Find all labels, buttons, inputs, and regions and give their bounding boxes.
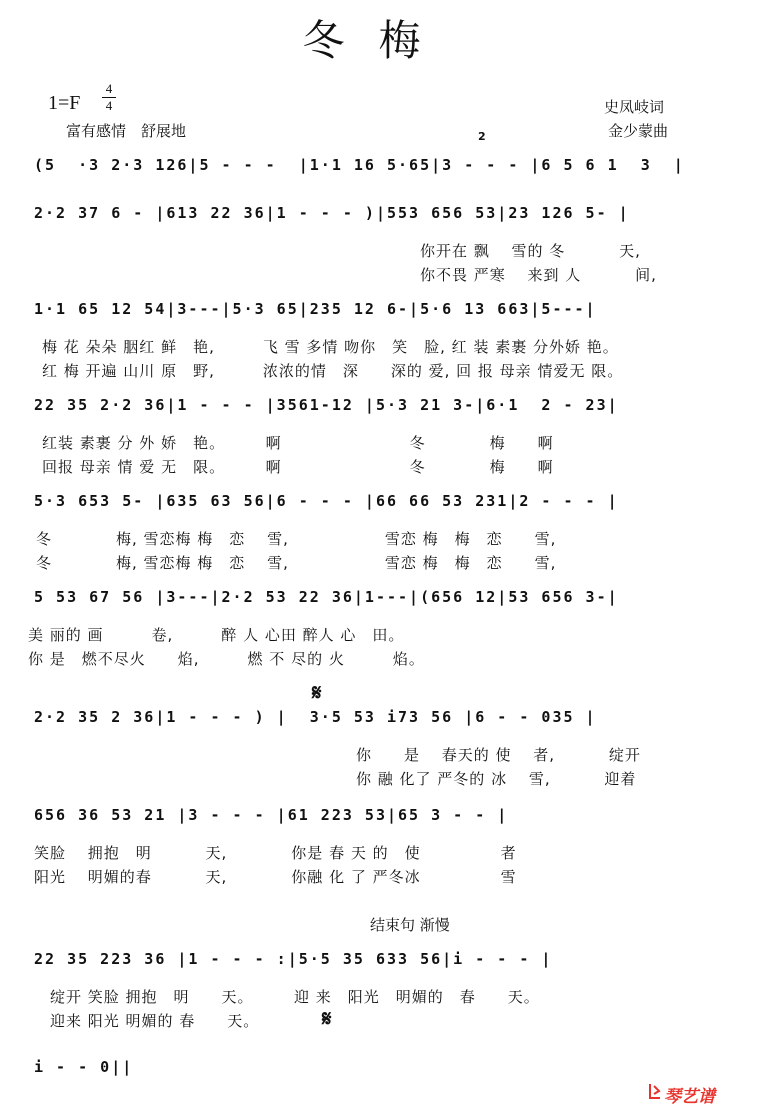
lyric-line: 冬 梅, 雪恋梅 梅 恋 雪, 雪恋 梅 梅 恋 雪, [36, 530, 557, 548]
ending-annotation: 结束句 渐慢 [370, 916, 450, 934]
composer-credit: 金少蒙曲 [608, 122, 669, 140]
notation-row-9: 22 35 223 36 |1 - - - :|5·5 35 633 56|i - - - | [34, 950, 553, 968]
lyricist-credit: 史凤岐词 [604, 98, 665, 116]
lyric-line: 你不畏 严寒 来到 人 间, [420, 266, 657, 284]
time-signature [102, 82, 116, 113]
key-signature: 1=F [48, 92, 81, 114]
lyric-line: 冬 梅, 雪恋梅 梅 恋 雪, 雪恋 梅 梅 恋 雪, [36, 554, 557, 572]
breath-mark: 2 [478, 130, 486, 143]
watermark-logo-icon [648, 1082, 662, 1100]
lyric-line: 红装 素裹 分 外 娇 艳。 啊 冬 梅 啊 [42, 434, 554, 452]
notation-row-5: 5·3 653 5- |635 63 56|6 - - - |66 66 53 231|2 - - - | [34, 492, 619, 510]
page-title: 冬梅 [302, 16, 455, 65]
notation-row-6: 5 53 67 56 |3---|2·2 53 22 36|1---|(656 12|53 656 3-| [34, 588, 619, 606]
lyric-line: 梅 花 朵朵 胭红 鲜 艳, 飞 雪 多情 吻你 笑 脸, 红 装 素裹 分外娇 艳。 [42, 338, 619, 356]
lyric-line: 你 是 燃不尽火 焰, 燃 不 尽的 火 焰。 [28, 650, 425, 668]
lyric-line: 红 梅 开遍 山川 原 野, 浓浓的情 深 深的 爱, 回 报 母亲 情爱无 限。 [42, 362, 624, 380]
notation-row-3: 1·1 65 12 54|3---|5·3 65|235 12 6-|5·6 13 663|5---| [34, 300, 597, 318]
lyric-line: 你 融 化了 严冬的 冰 雪, 迎着 [356, 770, 637, 788]
lyric-line: 迎来 阳光 明媚的 春 天。 [50, 1012, 260, 1030]
lyric-line: 绽开 笑脸 拥抱 明 天。 迎 来 阳光 明媚的 春 天。 [50, 988, 540, 1006]
lyric-line: 回报 母亲 情 爱 无 限。 啊 冬 梅 啊 [42, 458, 554, 476]
meter-top: 4 [105, 81, 113, 96]
lyric-line: 你开在 飘 雪的 冬 天, [420, 242, 641, 260]
lyric-line: 美 丽的 画 卷, 醉 人 心田 醉人 心 田。 [28, 626, 405, 644]
notation-row-4: 22 35 2·2 36|1 - - - |3561-12 |5·3 21 3-|6·1 2 - 23| [34, 396, 619, 414]
segno-sign: 𝄋 [322, 1006, 332, 1032]
notation-row-7: 2·2 35 2 36|1 - - - ) | 3·5 53 i73 56 |6 - - 035 | [34, 708, 597, 726]
segno-sign: 𝄋 [312, 680, 322, 706]
lyric-line: 你 是 春天的 使 者, 绽开 [356, 746, 641, 764]
watermark-text: 琴艺谱 [664, 1087, 715, 1107]
notation-row-10: i - - 0|| [34, 1058, 134, 1076]
lyric-line: 阳光 明媚的春 天, 你融 化 了 严冬冰 雪 [34, 868, 517, 886]
tempo-marking: 富有感情 舒展地 [66, 122, 187, 140]
lyric-line: 笑脸 拥抱 明 天, 你是 春 天 的 使 者 [34, 844, 517, 862]
meter-bottom: 4 [105, 98, 113, 113]
notation-row-2: 2·2 37 6 - |613 22 36|1 - - - )|553 656 53|23 126 5- | [34, 204, 630, 222]
notation-row-8: 656 36 53 21 |3 - - - |61 223 53|65 3 - - | [34, 806, 509, 824]
notation-row-1: (5 ·3 2·3 126|5 - - - |1·1 16 5·65|3 - - - |6 5 6 1 3 | [34, 156, 685, 174]
